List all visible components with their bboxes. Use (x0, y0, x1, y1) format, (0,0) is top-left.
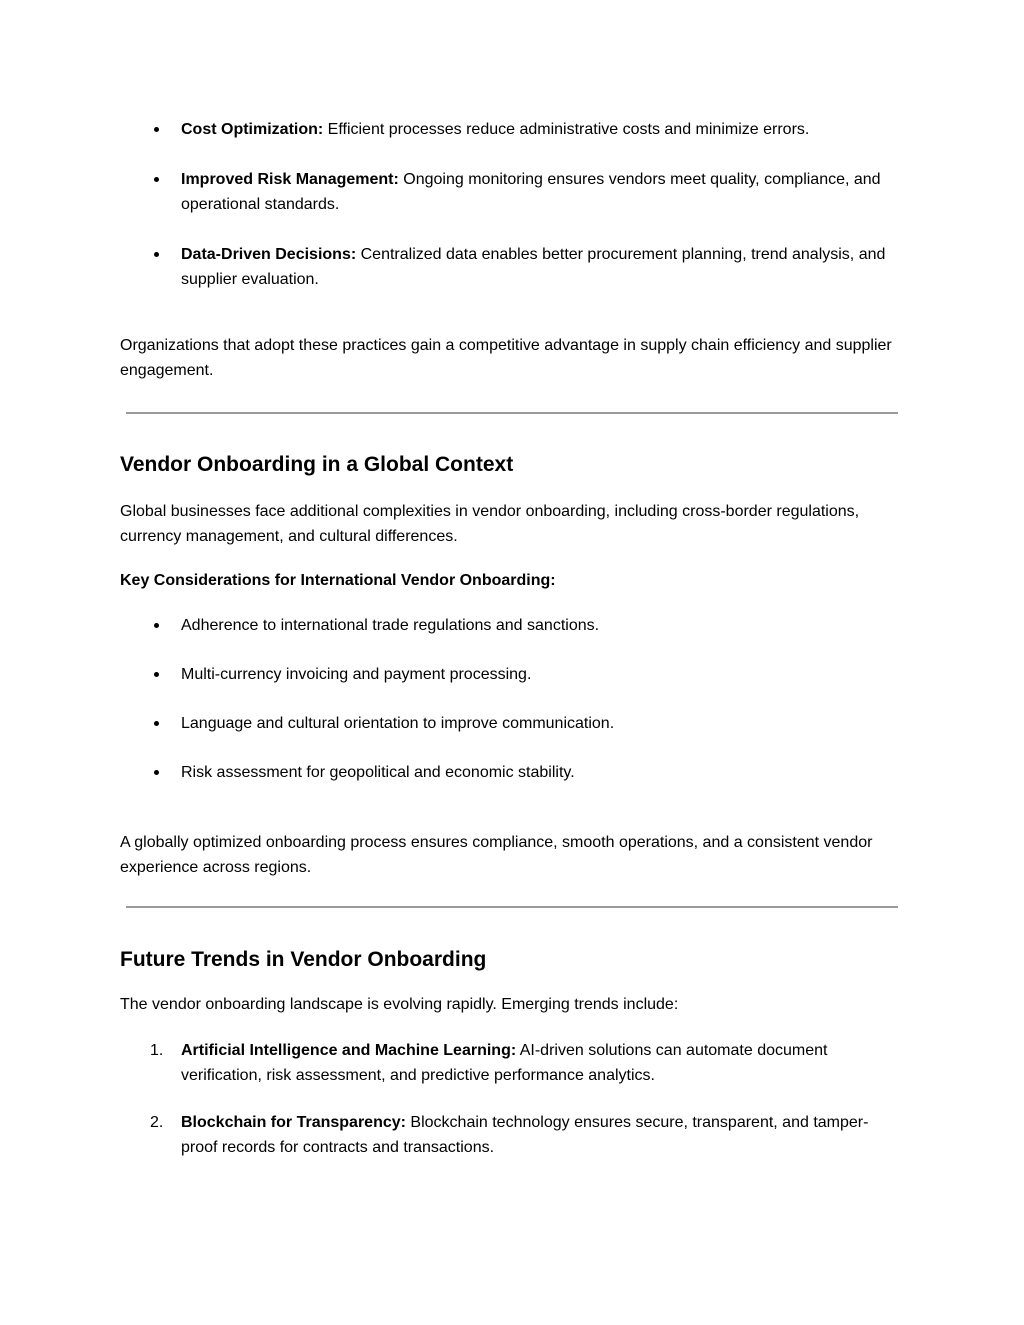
list-item (120, 662, 903, 687)
list-item-text (181, 117, 903, 142)
list-item-description: Efficient processes reduce administrative costs and minimize errors. (323, 121, 810, 138)
list-number: 1. (150, 1042, 164, 1059)
list-item-label: Artificial Intelligence and Machine Learning: (181, 1042, 517, 1059)
future-trends-list (120, 1038, 903, 1160)
horizontal-rule (126, 412, 898, 414)
bullet-dot (154, 721, 159, 726)
key-considerations-label: Key Considerations for International Vendor Onboarding: (120, 572, 556, 589)
list-item-text: Multi-currency invoicing and payment processing. (181, 666, 532, 683)
bullet-dot (154, 177, 159, 182)
list-item (120, 167, 903, 217)
bullet-dot (154, 623, 159, 628)
list-item-label: Cost Optimization: (181, 121, 324, 138)
list-item (120, 1038, 903, 1088)
list-item-text (181, 242, 903, 292)
list-item (120, 1110, 903, 1160)
section-heading-future-trends: Future Trends in Vendor Onboarding (120, 948, 487, 971)
bullet-dot (154, 252, 159, 257)
list-item-label: Improved Risk Management: (181, 171, 399, 188)
list-item-description: Ongoing monitoring ensures vendors meet quality, compliance, and operational standards. (181, 171, 881, 213)
future-trends-intro-paragraph: The vendor onboarding landscape is evolving rapidly. Emerging trends include: (120, 996, 679, 1013)
list-number: 2. (150, 1114, 164, 1131)
global-context-outro-paragraph: A globally optimized onboarding process ensures compliance, smooth operations, and a consistent vendor experience across regions. (120, 834, 873, 876)
bullet-dot (154, 770, 159, 775)
list-item (120, 760, 903, 785)
list-item-text (181, 1110, 903, 1160)
list-item-description: AI-driven solutions can automate document verification, risk assessment, and predictive performance analytics. (181, 1042, 828, 1084)
list-item-label: Data-Driven Decisions: (181, 246, 357, 263)
list-item (120, 117, 903, 142)
list-item-label: Blockchain for Transparency: (181, 1114, 406, 1131)
list-item-description: Blockchain technology ensures secure, transparent, and tamper-proof records for contracts and transactions. (181, 1114, 869, 1156)
list-item-text: Risk assessment for geopolitical and economic stability. (181, 764, 575, 781)
list-item-text (181, 167, 903, 217)
bullet-dot (154, 672, 159, 677)
list-item-text: Language and cultural orientation to improve communication. (181, 715, 615, 732)
benefits-list (120, 117, 903, 292)
list-item-text (181, 1038, 903, 1088)
horizontal-rule (126, 906, 898, 908)
global-context-intro-paragraph: Global businesses face additional complexities in vendor onboarding, including cross-border regulations, currency management, and cultural differences. (120, 503, 860, 545)
section-heading-global-context: Vendor Onboarding in a Global Context (120, 453, 514, 476)
list-item-text: Adherence to international trade regulations and sanctions. (181, 617, 600, 634)
list-item (120, 711, 903, 736)
list-item-description: Centralized data enables better procurement planning, trend analysis, and supplier evaluation. (181, 246, 886, 288)
list-item (120, 242, 903, 292)
list-item (120, 613, 903, 638)
bullet-dot (154, 127, 159, 132)
benefits-outro-paragraph: Organizations that adopt these practices gain a competitive advantage in supply chain efficiency and supplier engagement. (120, 337, 892, 379)
considerations-list (120, 613, 903, 785)
